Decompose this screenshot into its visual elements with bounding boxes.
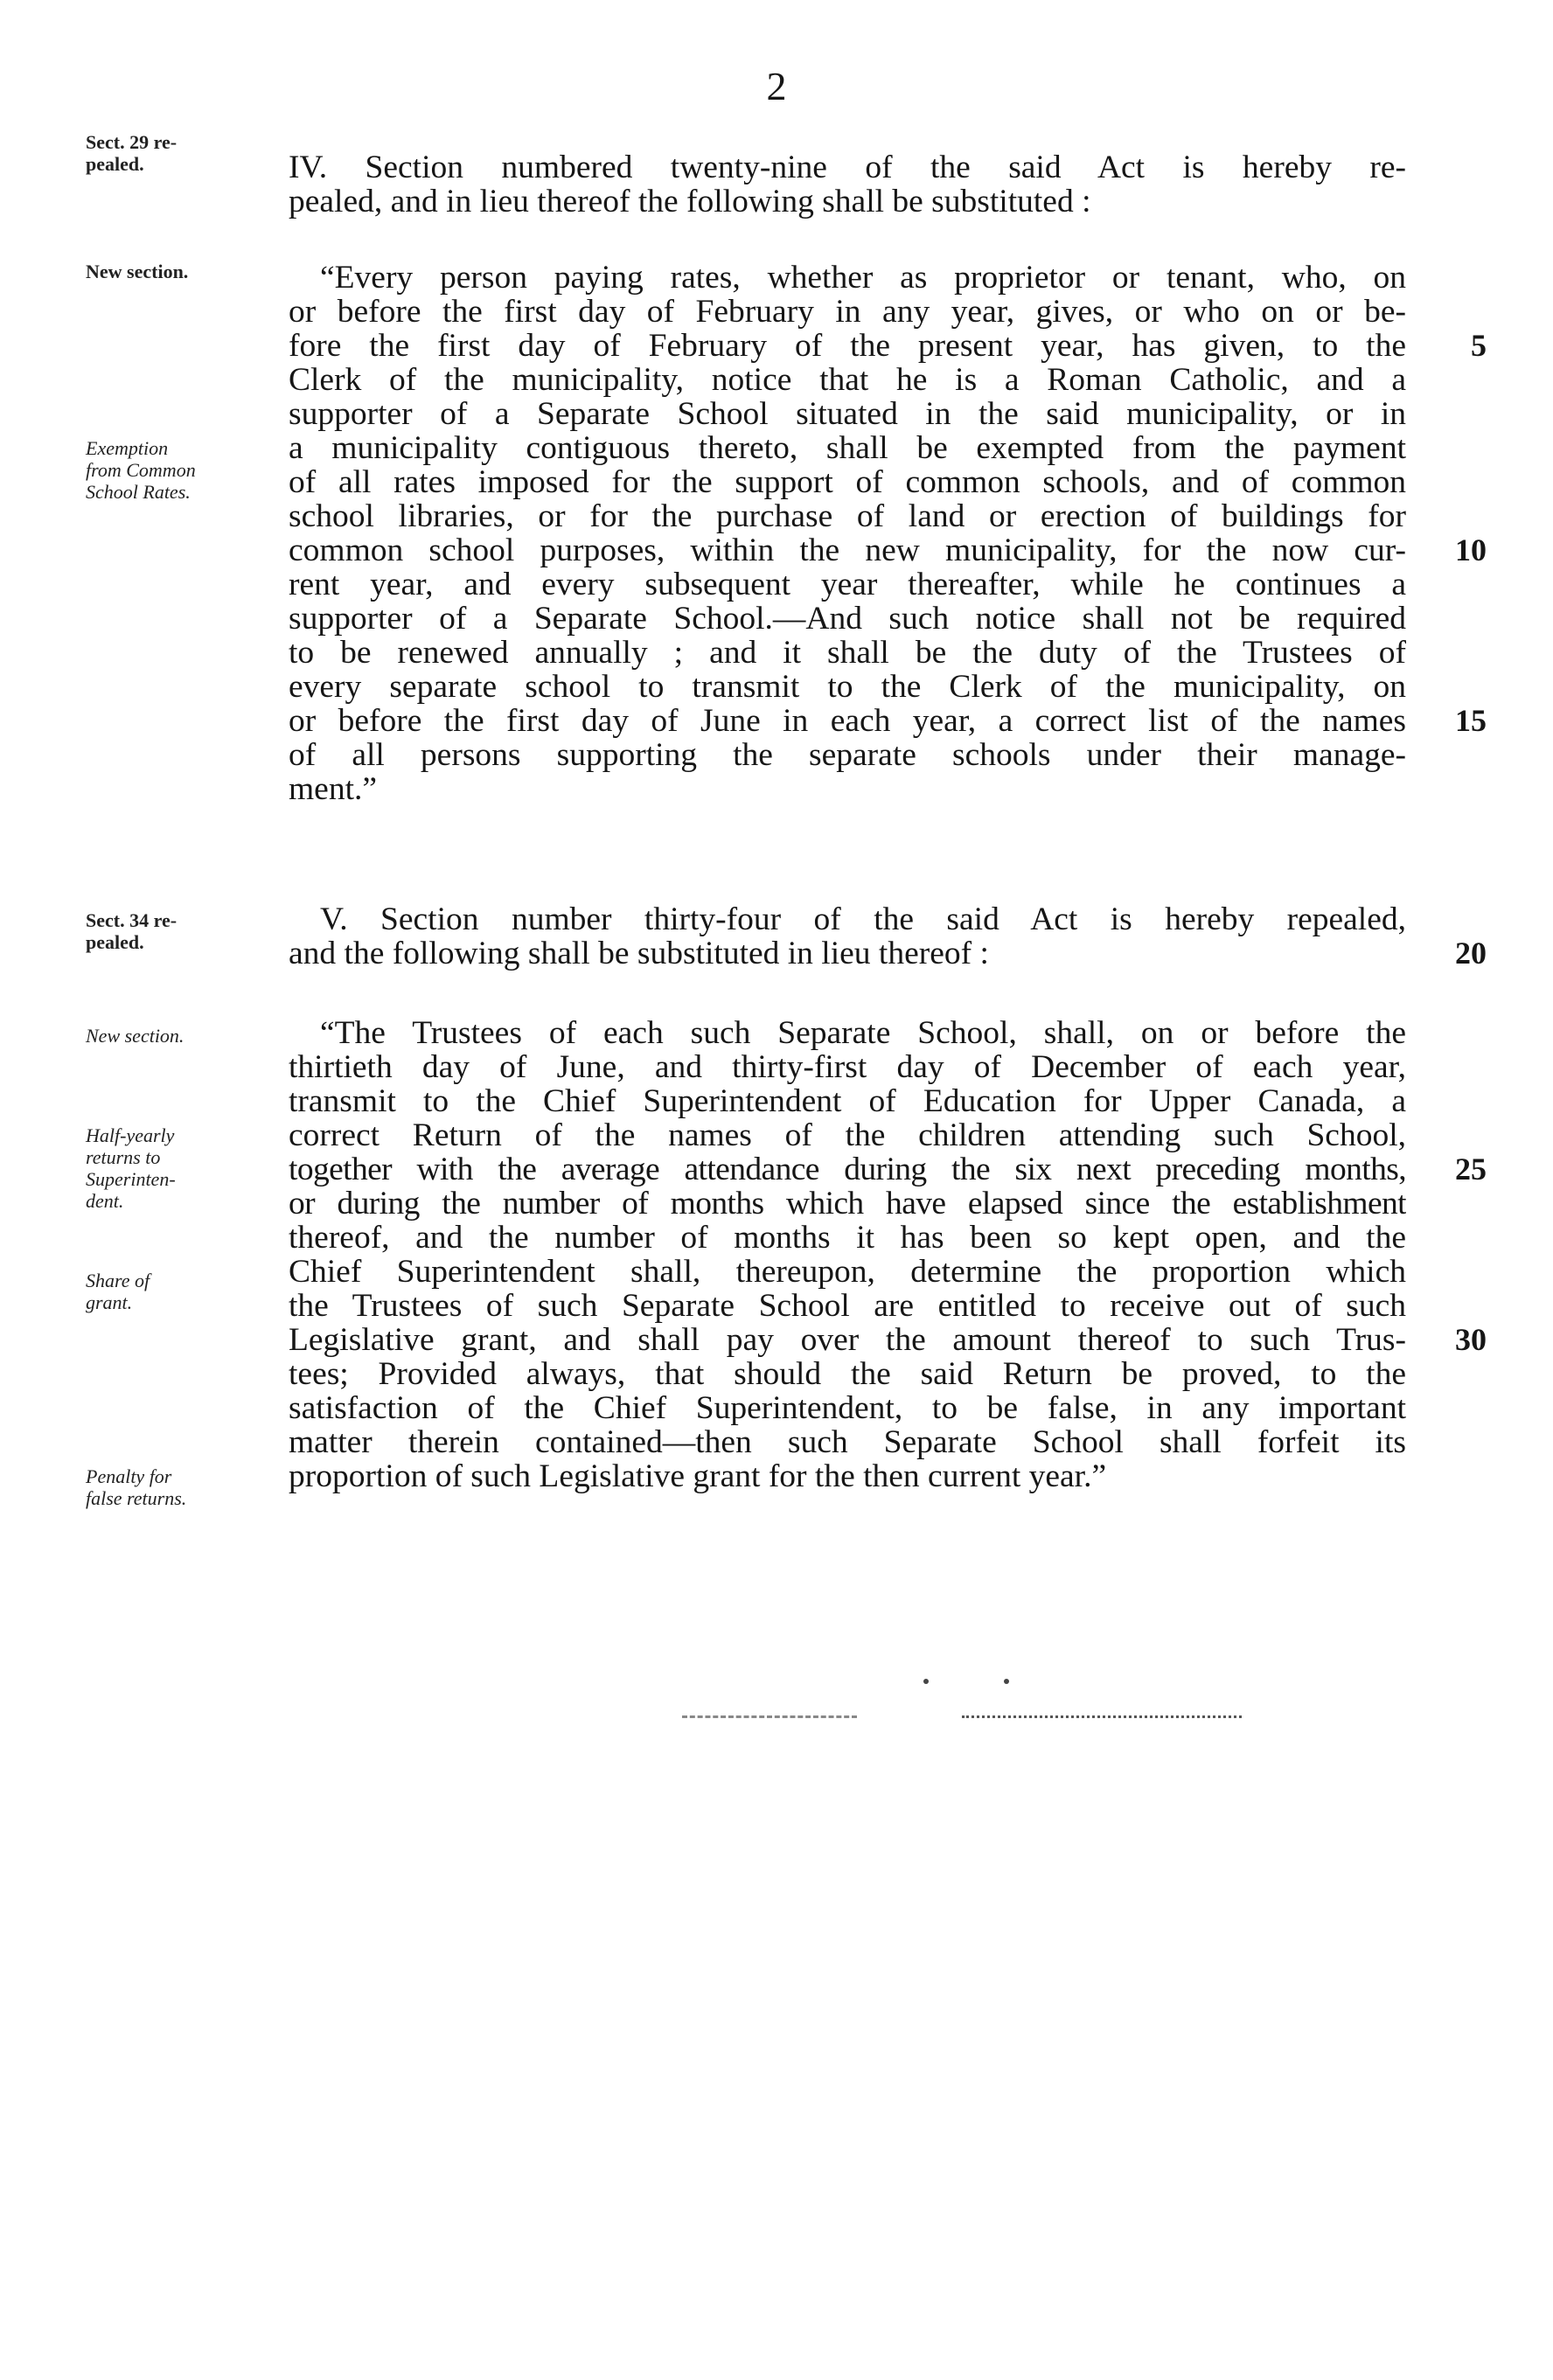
text-line: of all persons supporting the separate schools under their manage-	[289, 738, 1406, 772]
margin-note-new-section: New section.	[86, 261, 189, 282]
text-line: proportion of such Legislative grant for the then current year.”	[289, 1459, 1107, 1493]
text-line: together with the average attendance during the six next preceding months,	[289, 1152, 1406, 1187]
section-iv-intro	[289, 150, 1406, 219]
text-line: V. Section number thirty-four of the said Act is hereby repealed,	[320, 902, 1406, 936]
text-line: tees; Provided always, that should the said Return be proved, to the	[289, 1357, 1406, 1391]
text-line: thirtieth day of June, and thirty-first day of December of each year,	[289, 1050, 1406, 1084]
margin-note-exemption: Exemption from Common School Rates.	[86, 437, 196, 503]
section-v-intro	[289, 902, 1406, 971]
text-line: common school purposes, within the new municipality, for the now cur-	[289, 533, 1406, 567]
text-line: “Every person paying rates, whether as proprietor or tenant, who, on	[320, 261, 1406, 295]
section-v-new-text	[289, 1016, 1406, 1493]
text-line: satisfaction of the Chief Superintendent, to be false, in any important	[289, 1391, 1406, 1425]
section-iv-new-text	[289, 261, 1406, 806]
margin-note-sect-29-repealed: Sect. 29 re- pealed.	[86, 131, 178, 175]
margin-note-new-section-2: New section.	[86, 1025, 185, 1047]
text-line: of all rates imposed for the support of common schools, and of common	[289, 465, 1406, 499]
text-line: Legislative grant, and shall pay over the amount thereof to such Trus-	[289, 1323, 1406, 1357]
scan-mark-row	[962, 1715, 1242, 1722]
scan-mark	[1004, 1679, 1009, 1684]
text-line: thereof, and the number of months it has been so kept open, and the	[289, 1221, 1406, 1255]
margin-note-half-yearly-returns: Half-yearly returns to Superinten- dent.	[86, 1124, 176, 1212]
margin-note-share-of-grant: Share of grant.	[86, 1270, 150, 1313]
text-line: a municipality contiguous thereto, shall be exempted from the payment	[289, 431, 1406, 465]
line-number-25: 25	[1455, 1152, 1487, 1187]
line-number-30: 30	[1455, 1322, 1487, 1357]
line-number-10: 10	[1455, 532, 1487, 567]
text-line: transmit to the Chief Superintendent of Education for Upper Canada, a	[289, 1084, 1406, 1118]
text-line: correct Return of the names of the children attending such School,	[289, 1118, 1406, 1152]
text-line: or before the first day of June in each year, a correct list of the names	[289, 704, 1406, 738]
line-number-15: 15	[1455, 703, 1487, 738]
text-line: or during the number of months which have elapsed since the establishment	[289, 1187, 1406, 1221]
margin-note-penalty: Penalty for false returns.	[86, 1465, 187, 1509]
scan-mark	[923, 1679, 929, 1684]
text-line: matter therein contained—then such Separate School shall forfeit its	[289, 1425, 1406, 1459]
text-line: the Trustees of such Separate School are entitled to receive out of such	[289, 1289, 1406, 1323]
text-line: pealed, and in lieu thereof the following shall be substituted :	[289, 184, 1091, 219]
text-line: supporter of a Separate School situated in the said municipality, or in	[289, 397, 1406, 431]
text-line: fore the first day of February of the present year, has given, to the	[289, 329, 1406, 363]
line-number-20: 20	[1455, 936, 1487, 971]
text-line: ment.”	[289, 772, 378, 806]
text-line: and the following shall be substituted in lieu thereof :	[289, 936, 989, 971]
text-line: school libraries, or for the purchase of land or erection of buildings for	[289, 499, 1406, 533]
text-line: or before the first day of February in any year, gives, or who on or be-	[289, 295, 1406, 329]
line-number-5: 5	[1471, 328, 1487, 363]
text-line: IV. Section numbered twenty-nine of the said Act is hereby re-	[289, 150, 1406, 184]
text-line: Clerk of the municipality, notice that he is a Roman Catholic, and a	[289, 363, 1406, 397]
scan-mark-row	[682, 1715, 857, 1722]
text-line: “The Trustees of each such Separate School, shall, on or before the	[320, 1016, 1406, 1050]
page-number: 2	[766, 64, 787, 108]
text-line: every separate school to transmit to the Clerk of the municipality, on	[289, 670, 1406, 704]
text-line: supporter of a Separate School.—And such notice shall not be required	[289, 602, 1406, 636]
text-line: Chief Superintendent shall, thereupon, determine the proportion which	[289, 1255, 1406, 1289]
text-line: to be renewed annually ; and it shall be the duty of the Trustees of	[289, 636, 1406, 670]
margin-note-sect-34-repealed: Sect. 34 re- pealed.	[86, 909, 178, 953]
text-line: rent year, and every subsequent year thereafter, while he continues a	[289, 567, 1406, 602]
